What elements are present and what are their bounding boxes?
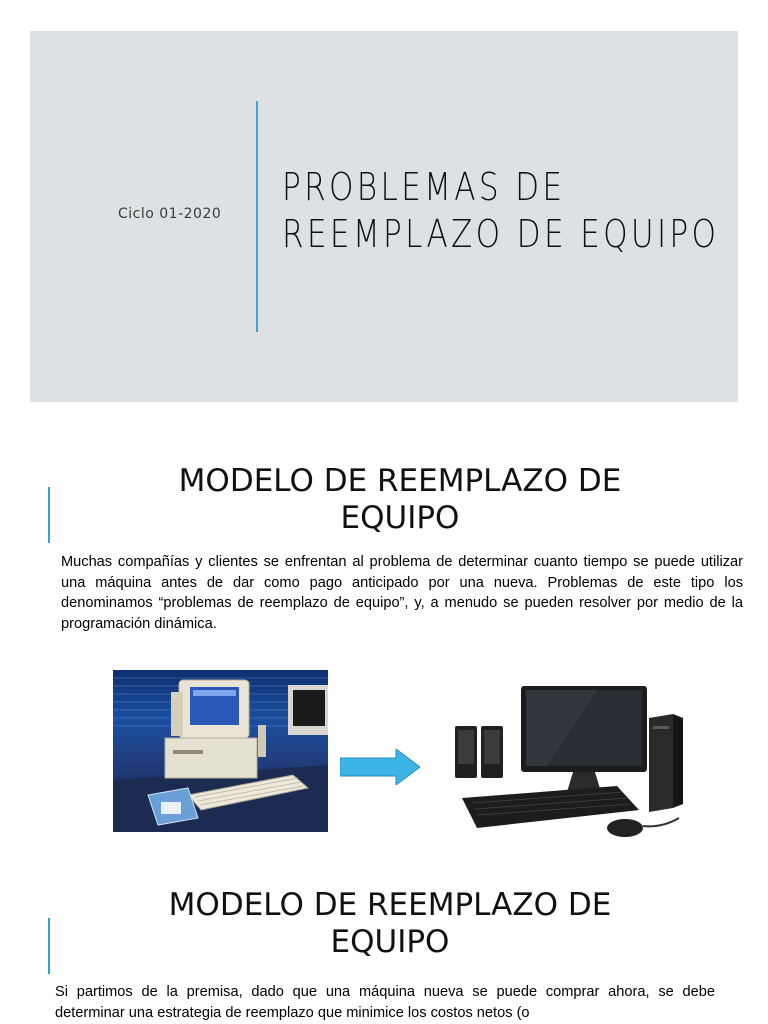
old-computer-image [113, 670, 328, 832]
arrow-right-icon [340, 749, 420, 790]
body-paragraph: Muchas compañías y clientes se enfrentan al problema de determinar cuanto tiempo se puede utilizar una máquina antes de dar como pago anticipado por una nueva. Problemas de este tipo los denominamos “problemas de reemplazo de equipo”, y, a menudo se pueden resolver por medio de la programación dinámica. [61, 554, 743, 632]
accent-bar [48, 487, 50, 543]
section-title-line1: MODELO DE REEMPLAZO DE [178, 463, 622, 499]
slide-title-line2: REEMPLAZO DE EQUIPO [282, 212, 720, 256]
body-paragraph: Si partimos de la premisa, dado que una máquina nueva se puede comprar ahora, se debe determinar una estrategia de reemplazo que minimice los costos netos (o [55, 984, 715, 1021]
section-title [80, 463, 720, 537]
section-title [70, 887, 710, 961]
new-computer-image [447, 668, 715, 850]
accent-bar [48, 918, 50, 974]
section-title-line2: EQUIPO [340, 500, 460, 536]
slide-subtitle: Ciclo 01-2020 [118, 206, 222, 222]
section-title-line1: MODELO DE REEMPLAZO DE [168, 887, 612, 923]
section-title-line2: EQUIPO [330, 924, 450, 960]
slide-title [282, 164, 720, 258]
slide-title-line1: PROBLEMAS DE [282, 165, 566, 209]
title-slide [30, 31, 738, 402]
vertical-divider [256, 101, 258, 332]
